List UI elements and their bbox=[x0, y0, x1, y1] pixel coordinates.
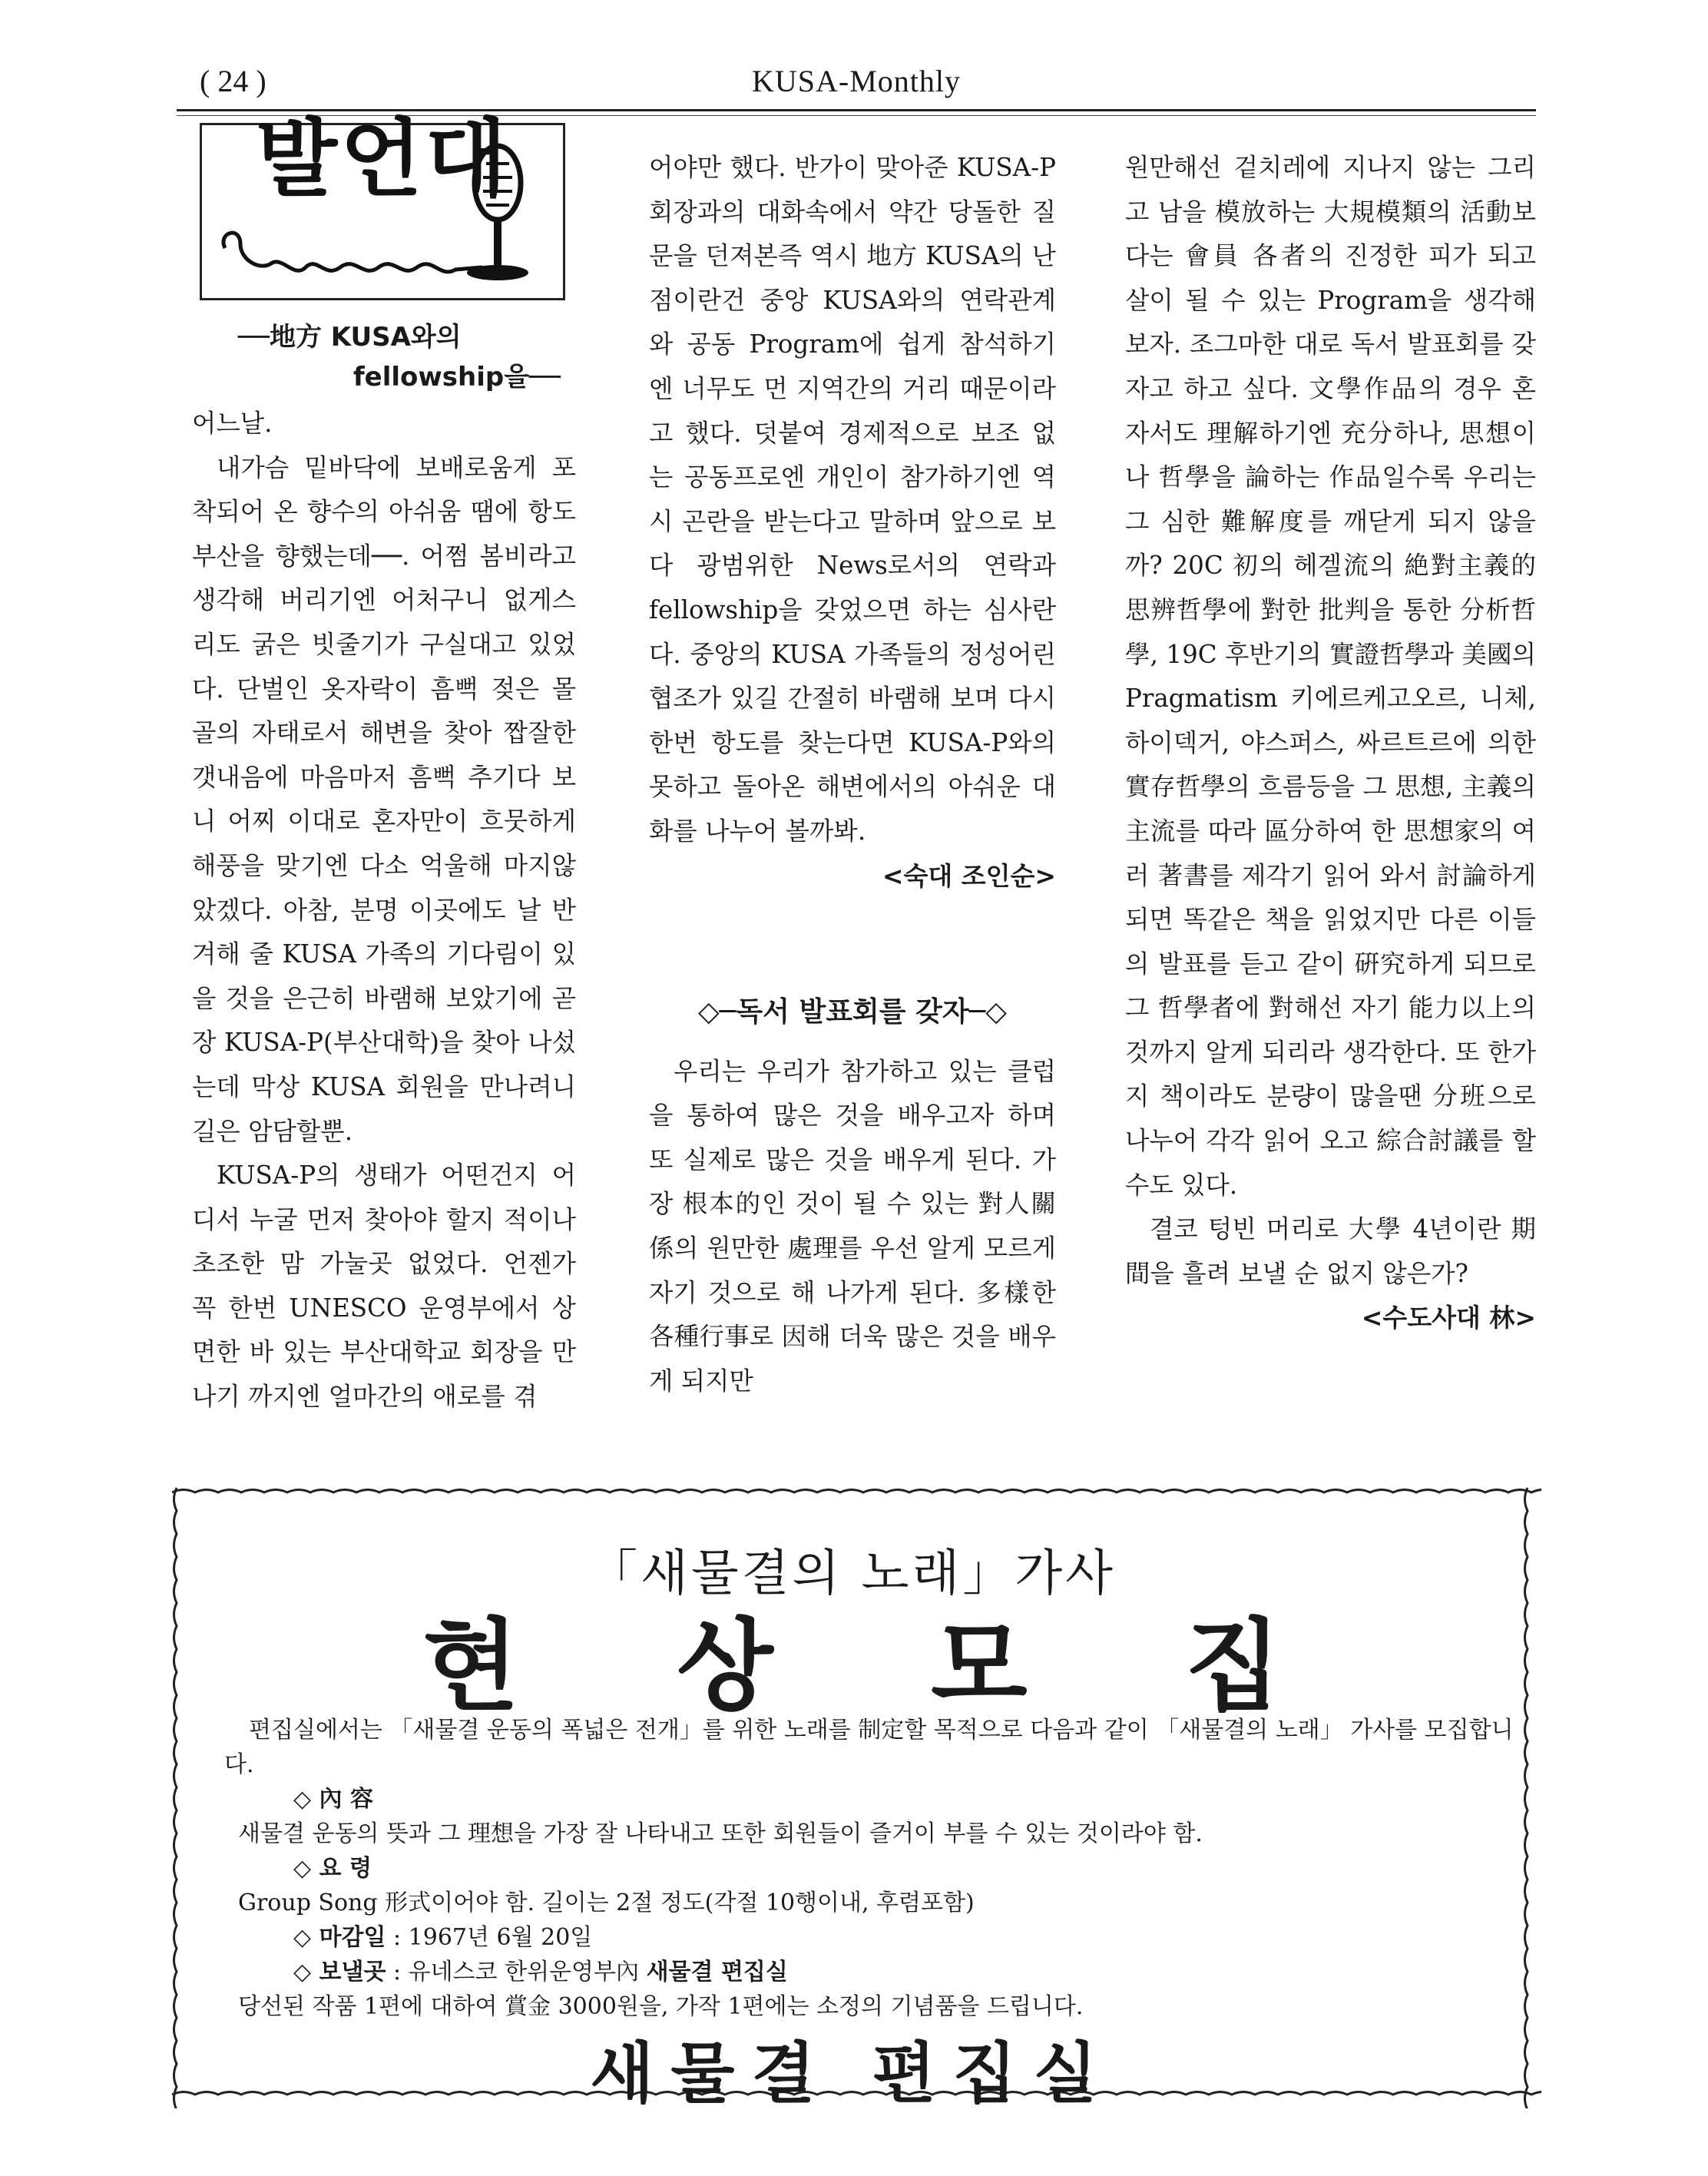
article-paragraph: 결코 텅빈 머리로 大學 4년이란 期間을 흘려 보낼 순 없지 않은가? bbox=[1125, 1214, 1536, 1288]
notice-section-label: ◇ 요 령 bbox=[293, 1855, 372, 1882]
article-paragraph: 원만해선 겉치레에 지나지 않는 그리고 남을 模放하는 大規模類의 活動보다는 會員 各者의 진정한 피가 되고 살이 될 수 있는 Program을 생각해 보자. 조그마한 대로 독서 발표회를 갖자고 하고 싶다. 文學作品의 경우 혼자서도 理解하기엔 充分하나, 思想이나 哲學을 論하는 作品일수록 우리는 그 심한 難解度를 깨닫게 되지 않을까? 20C 初의 헤겔流의 絶對主義的 思辨哲學에 對한 批判을 통한 分析哲學, 19C 후반기의 實證哲學과 美國의 Pragmatism 키에르케고오르, 니체, 하이덱거, 야스퍼스, 싸르트르에 의한 實存哲學의 흐름등을 그 思想, 主義의 主流를 따라 區分하여 한 思想家의 여러 著書를 제각기 읽어 와서 討論하게 되면 똑같은 책을 읽었지만 다른 이들의 발표를 듣고 같이 硏究하게 되므로 그 哲學者에 對해선 자기 能力以上의 것까지 알게 되리라 생각한다. 또 한가지 책이라도 분량이 많을땐 分班으로 나누어 각각 읽어 오고 綜合討議를 할 수도 있다. bbox=[1125, 153, 1536, 1200]
article-signature: <수도사대 林> bbox=[1361, 1303, 1536, 1333]
column-logo bbox=[200, 110, 565, 300]
article-subtitle: ──地方 KUSA와의 bbox=[238, 322, 462, 353]
column-2 bbox=[649, 146, 1056, 1403]
microphone-cord-icon bbox=[217, 225, 494, 286]
article-subtitle-continued: fellowship을── bbox=[353, 362, 561, 392]
page-header bbox=[177, 49, 1536, 111]
notice-body bbox=[224, 1713, 1514, 2024]
column-1 bbox=[192, 110, 576, 1419]
article-paragraph: 어느날. bbox=[192, 409, 273, 438]
notice-heading: 「새물결의 노래」가사 bbox=[588, 1545, 1116, 1602]
article-paragraph: KUSA-P의 생태가 어떤건지 어디서 누굴 먼저 찾아야 할지 적이나 초조한 맘 가눌곳 없었다. 언젠가 꼭 한번 UNESCO 운영부에서 상면한 바 있는 부산대학교 회장을 만나기 까지엔 얼마간의 애로를 겪 bbox=[192, 1161, 576, 1412]
article-paragraph: 어야만 했다. 반가이 맞아준 KUSA-P 회장과의 대화속에서 약간 당돌한 질문을 던져본즉 역시 地方 KUSA의 난점이란건 중앙 KUSA와의 연락관계와 공동 Program에 쉽게 참석하기엔 너무도 먼 지역간의 거리 때문이라고 했다. 덧붙여 경제적으로 보조 없는 공동프로엔 개인이 참가하기엔 역시 곤란을 받는다고 말하며 앞으로 보다 광범위한 News로서의 연락과 fellowship을 갖었으면 하는 심사란다. 중앙의 KUSA 가족들의 정성어린 협조가 있길 간절히 바램해 보며 다시 한번 항도를 찾는다면 KUSA-P와의 못하고 돌아온 해변에서의 아쉬운 대화를 나누어 볼까봐. bbox=[649, 153, 1056, 846]
article-paragraph: 내가슴 밑바닥에 보배로움게 포착되어 온 향수의 아쉬움 땜에 항도 부산을 향했는데──. 어쩜 봄비라고 생각해 버리기엔 어처구니 없게스리도 굵은 빗줄기가 구실대고 있었다. 단벌인 옷자락이 흠뻑 젖은 몰골의 자태로서 해변을 찾아 짭잘한 갯내음에 마음마저 흠뻑 추기다 보니 어찌 이대로 혼자만이 흐뭇하게 해풍을 맞기엔 다소 억울해 마지않았겠다. 아참, 분명 이곳에도 날 반겨해 줄 KUSA 가족의 기다림이 있을 것을 은근히 바램해 보았기에 곧장 KUSA-P(부산대학)을 찾아 나섰는데 막상 KUSA 회원을 만나려니 길은 암담할뿐. bbox=[192, 452, 576, 1146]
notice-section-text: 새물결 운동의 뜻과 그 理想을 가장 잘 나타내고 또한 회원들이 즐거이 부를 수 있는 것이라야 함. bbox=[238, 1820, 1203, 1847]
notice-signoff: 새물결 편집실 bbox=[590, 2035, 1114, 2112]
article-signature: <숙대 조인순> bbox=[882, 860, 1056, 891]
running-title: KUSA-Monthly bbox=[751, 64, 962, 98]
notice-title: 현 상 모 집 bbox=[422, 1608, 1343, 1724]
logo-lettering: 발언대 bbox=[256, 110, 510, 208]
send-value-office: 새물결 편집실 bbox=[646, 1959, 788, 1986]
notice-box bbox=[163, 1479, 1541, 2112]
page-number: ( 24 ) bbox=[200, 64, 266, 98]
deadline-label: ◇ 마감일 bbox=[293, 1924, 386, 1951]
send-value: : 유네스코 한위운영부內 bbox=[393, 1959, 640, 1986]
notice-send-to bbox=[224, 1955, 1514, 1989]
notice-intro: 편집실에서는 「새물결 운동의 폭넓은 전개」를 위한 노래를 制定할 목적으로 다음과 같이 「새물결의 노래」 가사를 모집합니다. bbox=[224, 1717, 1514, 1778]
article-paragraph: 우리는 우리가 참가하고 있는 클럽을 통하여 많은 것을 배우고자 하며 또 실제로 많은 것을 배우게 된다. 가장 根本的인 것이 될 수 있는 對人關係의 원만한 處理를 우선 알게 모르게 자기 것으로 해 나가게 된다. 多樣한 各種行事로 因해 더욱 많은 것을 배우게 되지만 bbox=[649, 1056, 1056, 1396]
notice-section-text: Group Song 形式이어야 함. 길이는 2절 정도(각절 10행이내, 후렴포함) bbox=[238, 1890, 975, 1916]
column-3 bbox=[1125, 146, 1536, 1340]
notice-prize: 당선된 작품 1편에 대하여 賞金 3000원을, 가작 1편에는 소정의 기념품을 드립니다. bbox=[238, 1993, 1084, 2020]
article-title: ◇─독서 발표회를 갖자─◇ bbox=[698, 996, 1007, 1028]
notice-section-label: ◇ 內 容 bbox=[293, 1786, 373, 1813]
send-label: ◇ 보낼곳 bbox=[293, 1959, 386, 1986]
deadline-value: : 1967년 6월 20일 bbox=[393, 1924, 593, 1951]
notice-deadline bbox=[224, 1920, 1514, 1955]
